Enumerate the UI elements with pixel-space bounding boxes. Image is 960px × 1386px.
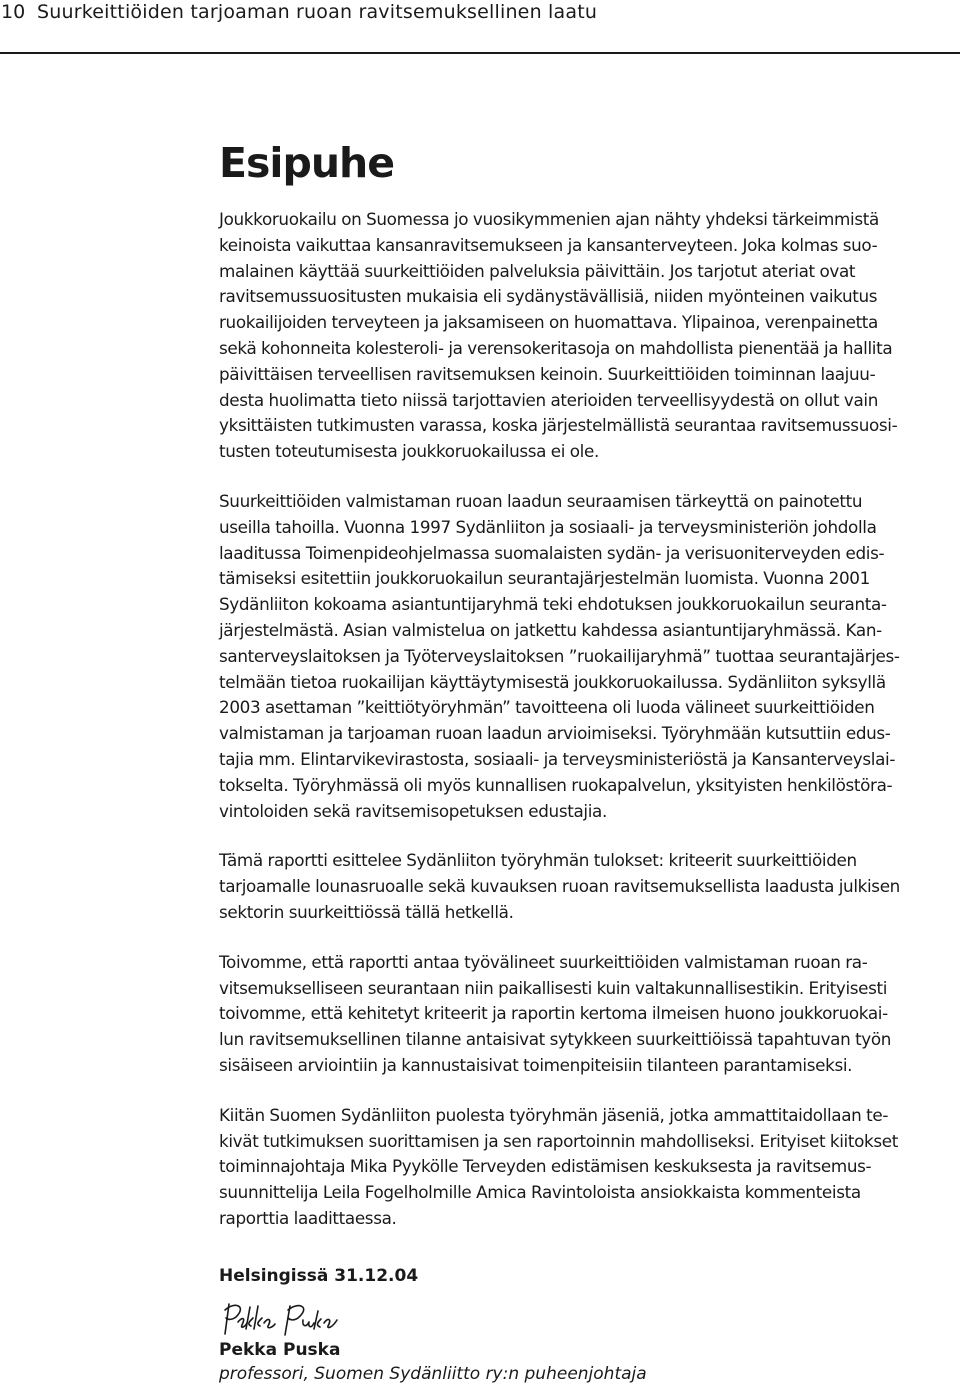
main-content	[219, 139, 959, 1386]
signer-role: professori, Suomen Sydänliitto ry:n puheenjohtaja	[219, 1363, 647, 1384]
running-title: Suurkeittiöiden tarjoaman ruoan ravitsemuksellinen laatu	[37, 1, 598, 23]
place-date: Helsingissä 31.12.04	[219, 1265, 419, 1286]
paragraph: Kiitän Suomen Sydänliiton puolesta työryhmän jäseniä, jotka ammattitaidollaan te- kivät tutkimuksen suorittamisen ja sen raportoinnin mahdolliseksi. Erityiset kiitokset toiminnajohtaja Mika Pyykölle Terveyden edistämisen keskuksesta ja ravitsemus- suunnittelija Leila Fogelholmille Amica Ravintoloista ansiokkaista kommenteista raporttia laadittaessa.	[219, 1104, 898, 1228]
paragraph: Toivomme, että raportti antaa työvälineet suurkeittiöiden valmistaman ruoan ra- vitsemukselliseen seurantaan niin paikallisesti kuin valtakunnallisestikin. Erityisesti toivomme, että kehitetyt kriteerit ja raportin kertoma ilmeisen huono joukkoruokai- lun ravitsemuksellinen tilanne antaisivat sytykkeen suurkeittiöissä tapahtuvan työn sisäiseen arviointiin ja kannustaisivat toimenpiteisiin tilanteen parantamiseksi.	[219, 951, 892, 1075]
signer-name: Pekka Puska	[219, 1339, 341, 1360]
paragraph: Suurkeittiöiden valmistaman ruoan laadun seuraamisen tärkeyttä on painotettu useilla tahoilla. Vuonna 1997 Sydänliiton ja sosiaali- ja terveysministeriön johdolla laaditussa Toimenpideohjelmassa suomalaisten sydän- ja verisuoniterveyden edis- tämiseksi esitettiin joukkoruokailun seurantajärjestelmän luomista. Vuonna 2001 Sydänliiton kokoama asiantuntijaryhmä teki ehdotuksen joukkoruokailun seuranta- järjestelmästä. Asian valmistelua on jatkettu kahdessa asiantuntijaryhmässä. Kan- santerveyslaitoksen ja Työterveyslaitoksen ”ruokailijaryhmä” tuottaa seurantajärjes- telmään tietoa ruokailijan käyttäytymisestä joukkoruokailussa. Sydänliiton syksyllä 2003 asettaman ”keittiötyöryhmän” tavoitteena oli luoda välineet suurkeittiöiden valmistaman ja tarjoaman ruoan laadun arvioimiseksi. Työryhmään kutsuttiin edus- tajia mm. Elintarvikevirastosta, sosiaali- ja terveysministeriöstä ja Kansanterveyslai- tokselta. Työryhmässä oli myös kunnallisen ruokapalvelun, yksityisten henkilöstöra- vintoloiden sekä ravitsemisopetuksen edustajia.	[219, 490, 900, 821]
paragraph: Joukkoruokailu on Suomessa jo vuosikymmenien ajan nähty yhdeksi tärkeimmistä keinoista vaikuttaa kansanravitsemukseen ja kansanterveyteen. Joka kolmas suo- malainen käyttää suurkeittiöiden palveluksia päivittäin. Jos tarjotut ateriat ovat ravitsemussuositusten mukaisia eli sydänystävällisiä, niiden myönteinen vaikutus ruokailijoiden terveyteen ja jaksamiseen on huomattava. Ylipainoa, verenpainetta sekä kohonneita kolesteroli- ja verensokeritasoja on mahdollista pienentää ja hallita päivittäisen terveellisen ravitsemuksen keinoin. Suurkeittiöiden toiminnan laajuu- desta huolimatta tieto niissä tarjottavien aterioiden terveellisyydestä on ollut vain yksittäisten tutkimusten varassa, koska järjestelmällistä seurantaa ravitsemussuosi- tusten toteutumisesta joukkoruokailussa ei ole.	[219, 209, 898, 462]
page-title: Esipuhe	[219, 139, 394, 187]
handwritten-signature	[219, 1298, 343, 1338]
page-number: 10	[1, 1, 26, 23]
running-header	[0, 0, 960, 54]
paragraph: Tämä raportti esittelee Sydänliiton työryhmän tulokset: kriteerit suurkeittiöiden tarjoamalle lounasruoalle sekä kuvauksen ruoan ravitsemuksellista laadusta julkisen sektorin suurkeittiössä tällä hetkellä.	[219, 850, 900, 922]
